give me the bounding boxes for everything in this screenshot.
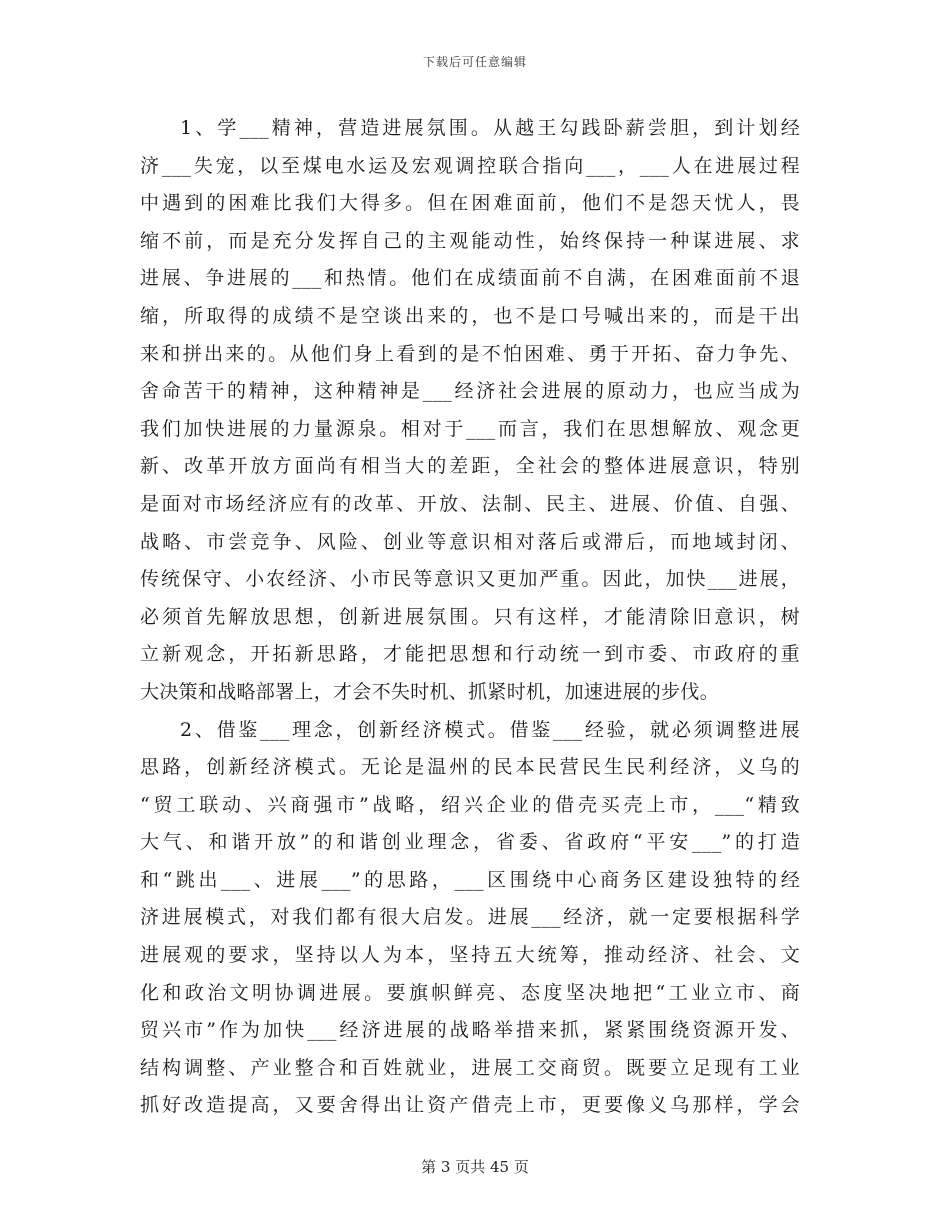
text-line: 贸兴市”作为加快___经济进展的战略举措来抓，紧紧围绕资源开发、	[140, 1019, 800, 1042]
text-line: 缩不前，而是充分发挥自己的主观能动性，始终保持一种谋进展、求	[140, 229, 800, 252]
text-line: 战略、市尝竞争、风险、创业等意识相对落后或滞后，而地域封闭、	[140, 530, 800, 553]
text-line: 济进展模式，对我们都有很大启发。进展___经济，就一定要根据科学	[140, 906, 800, 929]
document-body	[140, 110, 800, 1125]
text-line: 缩，所取得的成绩不是空谈出来的，也不是口号喊出来的，而是干出	[140, 304, 800, 327]
text-line: 济___失宠，以至煤电水运及宏观调控联合指向___，___人在进展过程	[140, 154, 800, 177]
text-line: 进展观的要求，坚持以人为本，坚持五大统筹，推动经济、社会、文	[140, 944, 800, 967]
text-line: 来和拼出来的。从他们身上看到的是不怕困难、勇于开拓、奋力争先、	[140, 342, 800, 365]
text-line: 是面对市场经济应有的改革、开放、法制、民主、进展、价值、自强、	[140, 492, 800, 515]
text-line: 1、学___精神，营造进展氛围。从越王勾践卧薪尝胆，到计划经	[180, 117, 800, 139]
text-line: 我们加快进展的力量源泉。相对于___而言，我们在思想解放、观念更	[140, 417, 800, 440]
text-line: 新、改革开放方面尚有相当大的差距，全社会的整体进展意识，特别	[140, 455, 800, 478]
paragraph-1	[140, 110, 800, 712]
paragraph-2	[140, 712, 800, 1126]
text-line: 思路，创新经济模式。无论是温州的民本民营民生民利经济，义乌的	[140, 756, 800, 779]
text-line: 化和政治文明协调进展。要旗帜鲜亮、态度坚决地把“工业立市、商	[140, 981, 800, 1004]
text-line: 立新观念，开拓新思路，才能把思想和行动统一到市委、市政府的重	[140, 643, 800, 666]
text-line: 中遇到的困难比我们大得多。但在困难面前，他们不是怨天忧人，畏	[140, 192, 800, 215]
text-line: 大决策和战略部署上，才会不失时机、抓紧时机，加速进展的步伐。	[140, 680, 720, 703]
text-line: 传统保守、小农经济、小市民等意识又更加严重。因此，加快___进展，	[140, 568, 800, 591]
text-line: 和“跳出___、进展___”的思路，___区围绕中心商务区建设独特的经	[140, 868, 800, 891]
text-line: 大气、和谐开放”的和谐创业理念，省委、省政府“平安___”的打造	[140, 831, 800, 854]
text-line: 舍命苦干的精神，这种精神是___经济社会进展的原动力，也应当成为	[140, 380, 800, 403]
text-line: “贸工联动、兴商强市”战略，绍兴企业的借壳买壳上市，___“精致	[140, 793, 800, 816]
text-line: 2、借鉴___理念，创新经济模式。借鉴___经验，就必须调整进展	[180, 718, 800, 741]
text-line: 必须首先解放思想，创新进展氛围。只有这样，才能清除旧意识，树	[140, 605, 800, 628]
page-number: 第 3 页共 45 页	[421, 1158, 529, 1176]
text-line: 结构调整、产业整合和百姓就业，进展工交商贸。既要立足现有工业	[140, 1056, 800, 1079]
page-header: 下载后可任意编辑	[422, 55, 527, 69]
text-line: 进展、争进展的___和热情。他们在成绩面前不自满，在困难面前不退	[140, 267, 800, 290]
text-line: 抓好改造提高，又要舍得出让资产借壳上市，更要像义乌那样，学会	[140, 1094, 800, 1117]
